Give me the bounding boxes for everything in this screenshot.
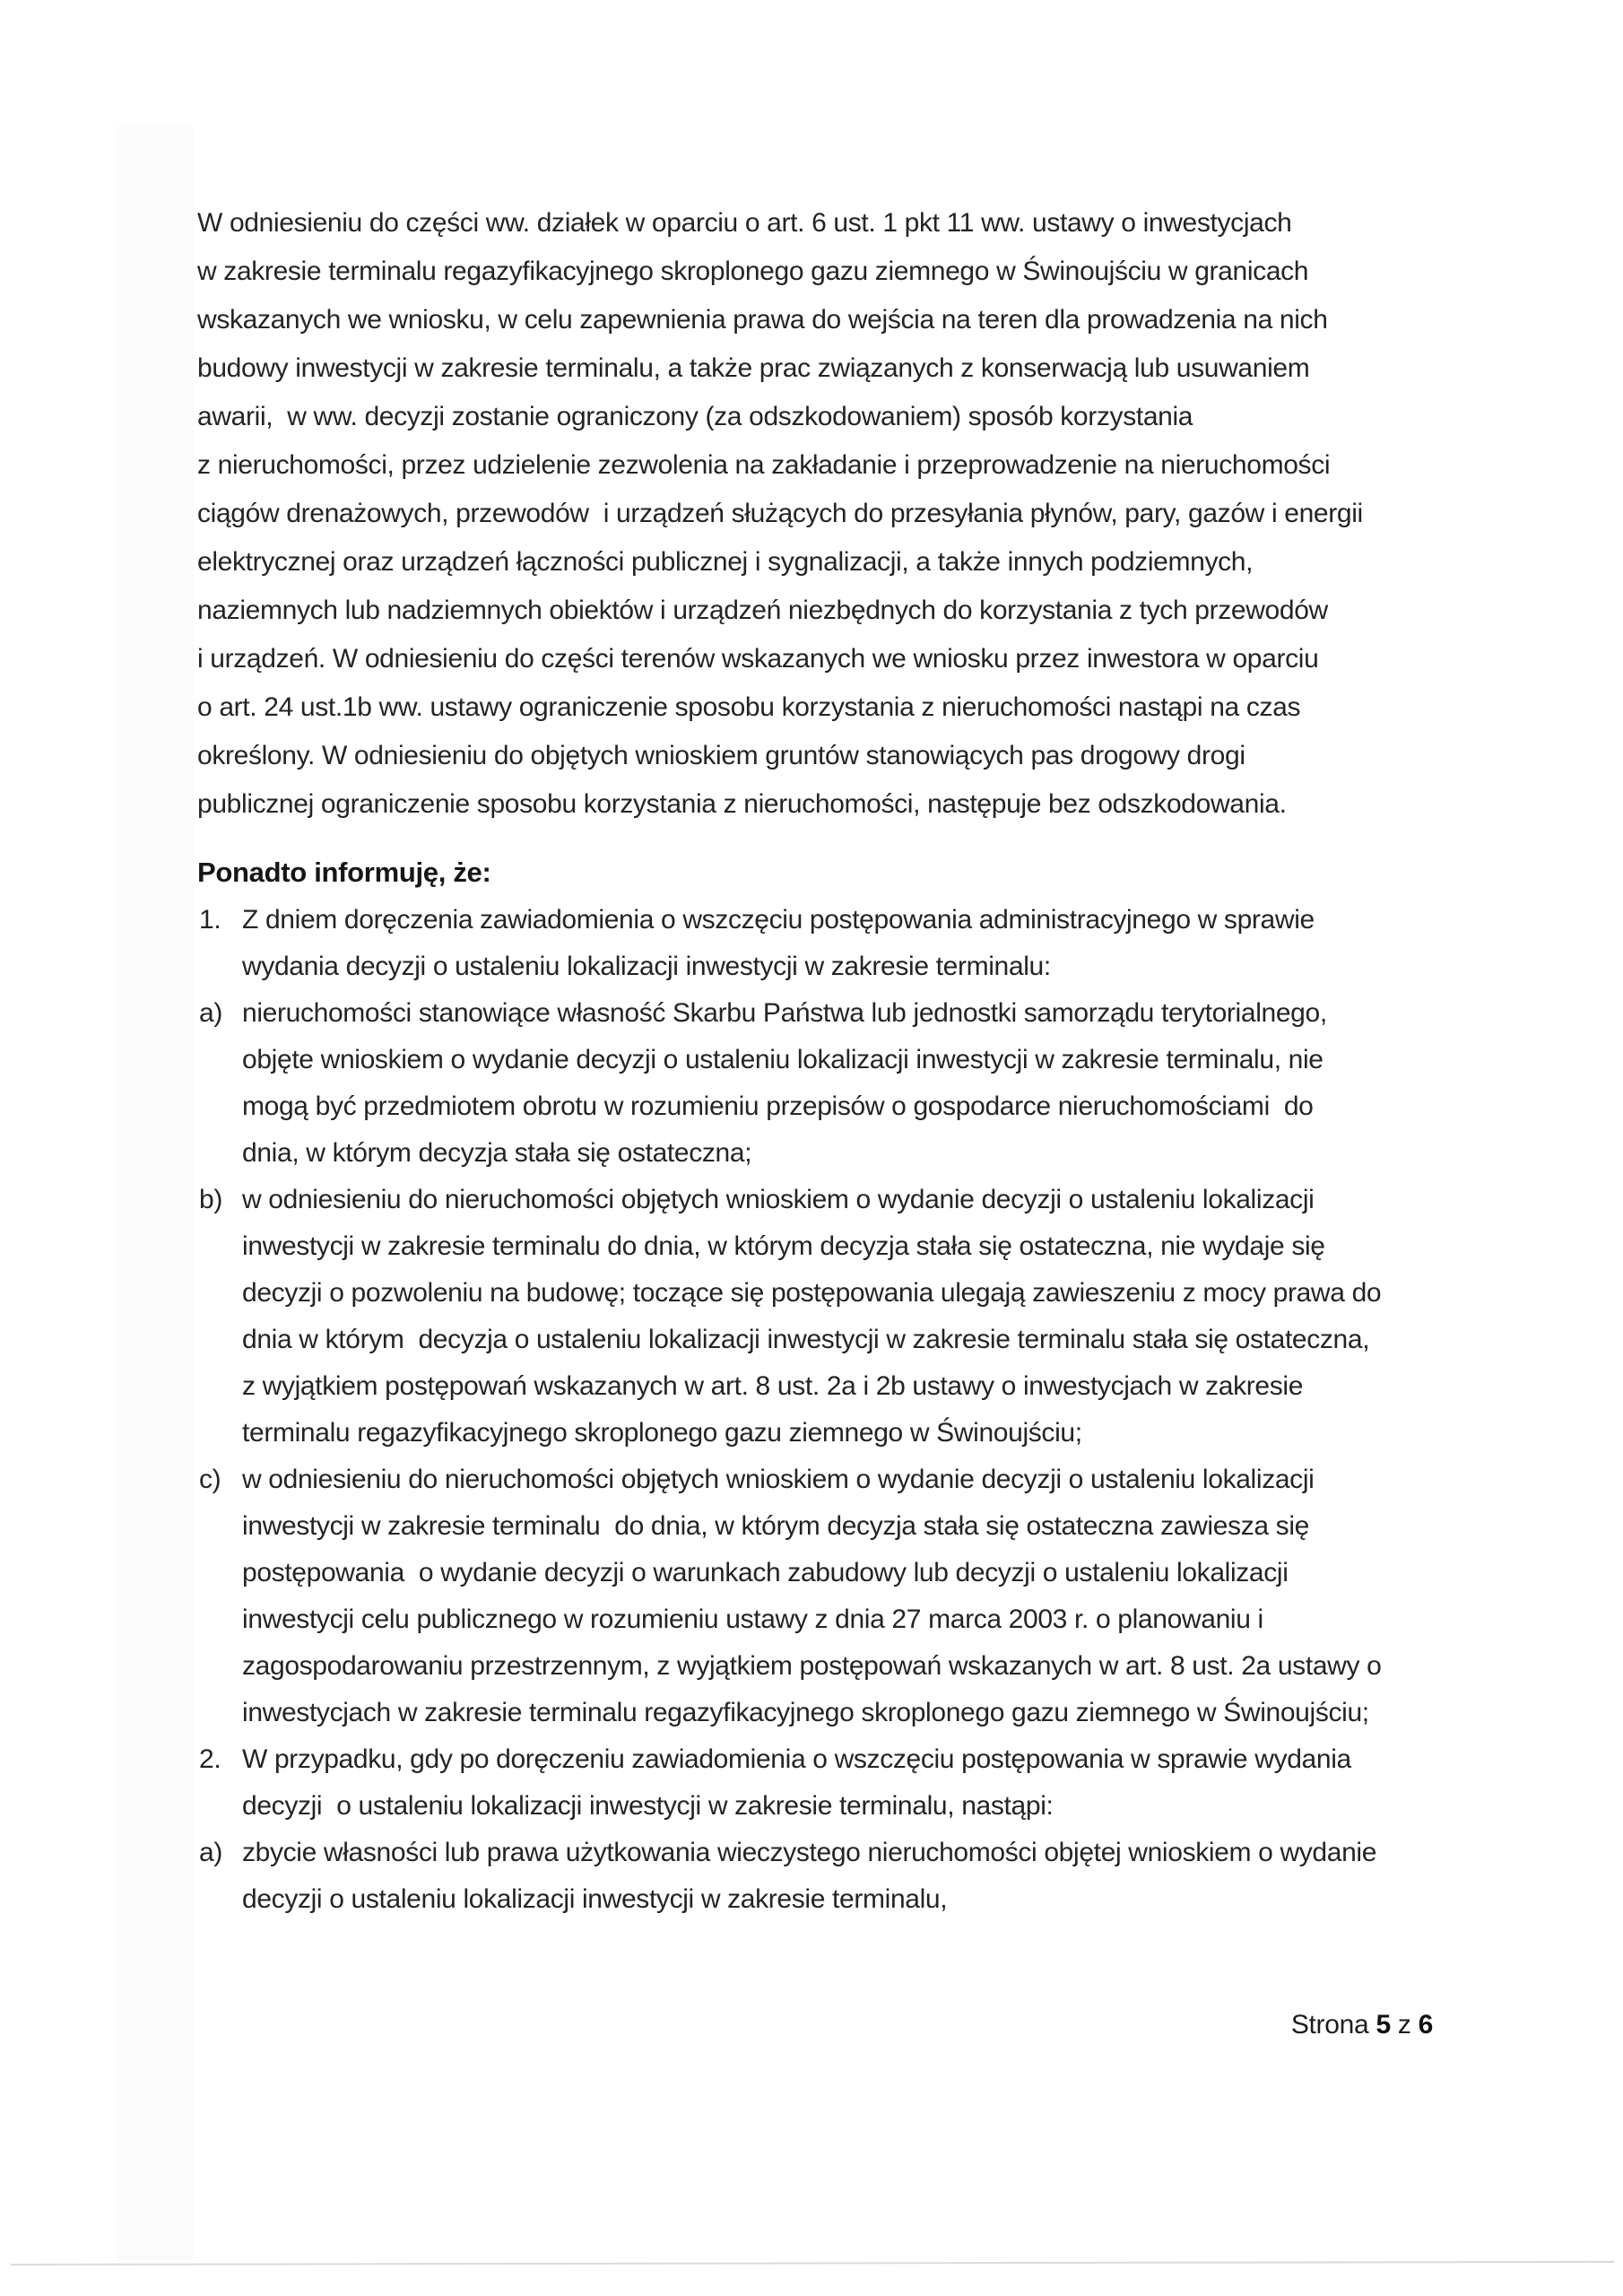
list-line: zagospodarowaniu przestrzennym, z wyjątkiem postępowań wskazanych w art. 8 ust. 2a ustawy o (242, 1651, 1382, 1681)
footer-page-number: 5 (1376, 2010, 1391, 2039)
list-line: inwestycjach w zakresie terminalu regazyfikacyjnego skroplonego gazu ziemnego w Świnoujściu; (242, 1698, 1369, 1727)
paragraph-line: z nieruchomości, przez udzielenie zezwolenia na zakładanie i przeprowadzenie na nieruchomości (197, 450, 1331, 480)
list-row (197, 1550, 1471, 1596)
list-row (197, 944, 1471, 990)
list-row (197, 990, 1471, 1037)
footer-page-label: Strona (1290, 2010, 1376, 2039)
section-heading: Ponadto informuję, że: (197, 857, 491, 888)
list-row (197, 1736, 1471, 1783)
list-line: decyzji o ustaleniu lokalizacji inwestycji w zakresie terminalu, nastąpi: (242, 1791, 1054, 1821)
list-marker: c) (199, 1465, 221, 1494)
list-line: w odniesieniu do nieruchomości objętych wnioskiem o wydanie decyzji o ustaleniu lokalizacji (242, 1185, 1315, 1214)
scan-edge-shade (117, 126, 194, 2260)
list-marker: a) (199, 998, 222, 1028)
paragraph-line: W odniesieniu do części ww. działek w oparciu o art. 6 ust. 1 pkt 11 ww. ustawy o inwestycjach (197, 208, 1292, 238)
list-row (197, 1083, 1471, 1130)
list-line: postępowania o wydanie decyzji o warunkach zabudowy lub decyzji o ustaleniu lokalizacji (242, 1558, 1289, 1587)
list-line: terminalu regazyfikacyjnego skroplonego gazu ziemnego w Świnoujściu; (242, 1418, 1082, 1448)
list-row (197, 1317, 1471, 1363)
footer-page-total: 6 (1418, 2010, 1433, 2039)
scan-artifact-line (11, 2261, 1614, 2266)
list-marker: b) (199, 1185, 222, 1214)
list-line: dnia, w którym decyzja stała się ostateczna; (242, 1138, 752, 1168)
list-line: Z dniem doręczenia zawiadomienia o wszczęciu postępowania administracyjnego w sprawie (242, 905, 1315, 935)
page-footer (1263, 1966, 1433, 2084)
list-row (197, 1690, 1471, 1736)
list-line: z wyjątkiem postępowań wskazanych w art. 8 ust. 2a i 2b ustawy o inwestycjach w zakresie (242, 1371, 1304, 1401)
list-line: inwestycji celu publicznego w rozumieniu ustawy z dnia 27 marca 2003 r. o planowaniu i (242, 1605, 1263, 1634)
paragraph-line: ciągów drenażowych, przewodów i urządzeń służących do przesyłania płynów, pary, gazów i energii (197, 499, 1363, 528)
list-row (197, 1457, 1471, 1503)
paragraph-line: wskazanych we wniosku, w celu zapewnienia prawa do wejścia na teren dla prowadzenia na nich (197, 305, 1328, 335)
paragraph-line: określony. W odniesieniu do objętych wnioskiem gruntów stanowiących pas drogowy drogi (197, 741, 1245, 770)
list-row (197, 897, 1471, 944)
list-line: wydania decyzji o ustaleniu lokalizacji inwestycji w zakresie terminalu: (242, 952, 1051, 981)
numbered-list (197, 897, 1471, 1923)
list-row (197, 1270, 1471, 1317)
list-row (197, 1783, 1471, 1830)
paragraph-line: budowy inwestycji w zakresie terminalu, a także prac związanych z konserwacją lub usuwaniem (197, 353, 1310, 383)
list-row (197, 1643, 1471, 1690)
list-row (197, 1503, 1471, 1550)
list-row (197, 1596, 1471, 1643)
list-line: W przypadku, gdy po doręczeniu zawiadomienia o wszczęciu postępowania w sprawie wydania (242, 1744, 1351, 1774)
paragraph-line: awarii, w ww. decyzji zostanie ograniczony (za odszkodowaniem) sposób korzystania (197, 402, 1193, 431)
list-line: dnia w którym decyzja o ustaleniu lokalizacji inwestycji w zakresie terminalu stała się ostateczna, (242, 1325, 1370, 1354)
list-line: inwestycji w zakresie terminalu do dnia, w którym decyzja stała się ostateczna, nie wydaje się (242, 1231, 1325, 1261)
list-row (197, 1037, 1471, 1083)
list-marker: 2. (199, 1744, 221, 1774)
paragraph-line: o art. 24 ust.1b ww. ustawy ograniczenie sposobu korzystania z nieruchomości nastąpi na czas (197, 692, 1301, 722)
list-row (197, 1830, 1471, 1876)
list-row (197, 1223, 1471, 1270)
list-line: zbycie własności lub prawa użytkowania wieczystego nieruchomości objętej wnioskiem o wydanie (242, 1838, 1377, 1867)
list-line: inwestycji w zakresie terminalu do dnia, w którym decyzja stała się ostateczna zawiesza się (242, 1511, 1309, 1541)
list-row (197, 1410, 1471, 1457)
list-marker: a) (199, 1838, 222, 1867)
footer-page-separator: z (1390, 2010, 1419, 2039)
list-line: objęte wnioskiem o wydanie decyzji o ustaleniu lokalizacji inwestycji w zakresie terminalu, nie (242, 1045, 1324, 1074)
list-row (197, 1363, 1471, 1410)
list-row (197, 1130, 1471, 1177)
list-line: decyzji o ustaleniu lokalizacji inwestycji w zakresie terminalu, (242, 1884, 948, 1914)
list-line: nieruchomości stanowiące własność Skarbu Państwa lub jednostki samorządu terytorialnego, (242, 998, 1327, 1028)
list-line: decyzji o pozwoleniu na budowę; toczące się postępowania ulegają zawieszeniu z mocy prawa do (242, 1278, 1382, 1308)
paragraph-line: naziemnych lub nadziemnych obiektów i urządzeń niezbędnych do korzystania z tych przewodów (197, 596, 1328, 625)
list-row (197, 1177, 1471, 1223)
list-row (197, 1876, 1471, 1923)
body-paragraph (197, 199, 1363, 829)
paragraph-line: i urządzeń. W odniesieniu do części terenów wskazanych we wniosku przez inwestora w oparciu (197, 644, 1319, 674)
list-line: w odniesieniu do nieruchomości objętych wnioskiem o wydanie decyzji o ustaleniu lokalizacji (242, 1465, 1315, 1494)
list-line: mogą być przedmiotem obrotu w rozumieniu przepisów o gospodarce nieruchomościami do (242, 1091, 1314, 1121)
paragraph-line: elektrycznej oraz urządzeń łączności publicznej i sygnalizacji, a także innych podziemnych, (197, 547, 1254, 577)
list-marker: 1. (199, 905, 221, 935)
paragraph-line: publicznej ograniczenie sposobu korzystania z nieruchomości, następuje bez odszkodowania. (197, 789, 1287, 819)
paragraph-line: w zakresie terminalu regazyfikacyjnego skroplonego gazu ziemnego w Świnoujściu w granicach (197, 257, 1309, 286)
